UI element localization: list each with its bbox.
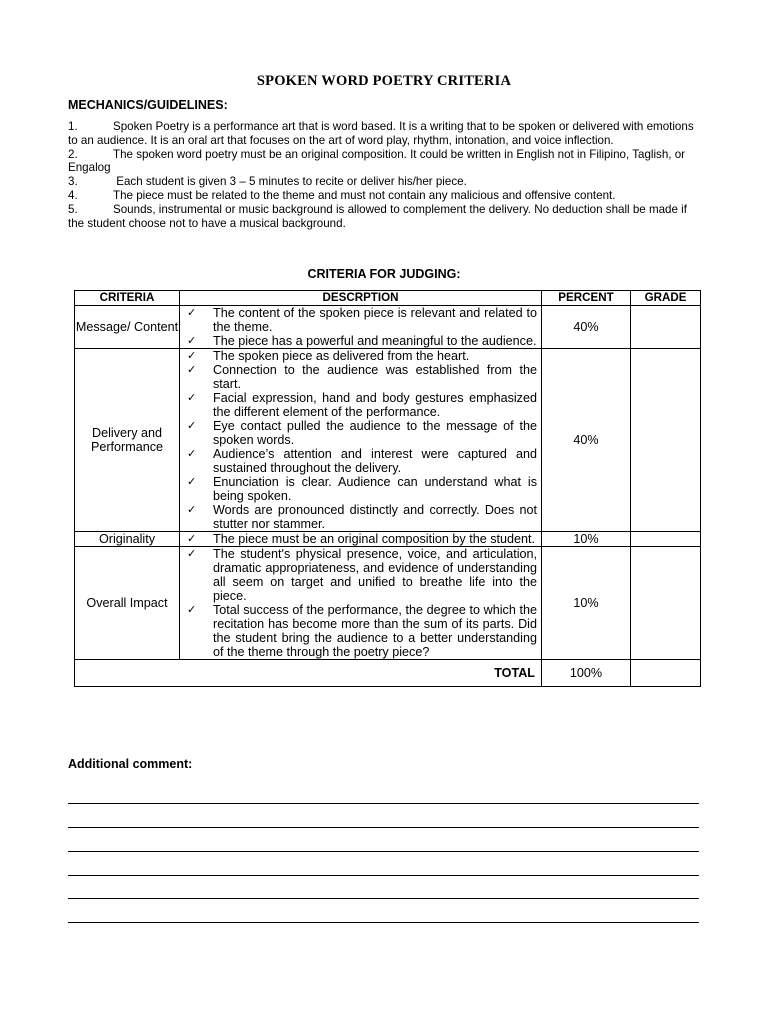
- comment-line[interactable]: [68, 922, 699, 923]
- description-item: [180, 447, 537, 475]
- description-item: [180, 532, 537, 546]
- header-grade: GRADE: [631, 291, 701, 306]
- checkmark-icon: ✓: [187, 306, 197, 319]
- guideline-item: [68, 175, 700, 189]
- guideline-number: 2.: [68, 147, 78, 161]
- additional-comment-label: Additional comment:: [68, 757, 193, 771]
- table-row: [75, 532, 701, 547]
- description-text: Total success of the performance, the degree to which the recitation has become more than the sum of its parts. Did the student bring the audience to a better understanding of the theme through the poetry piece?: [213, 603, 537, 659]
- total-grade-cell[interactable]: [631, 660, 701, 687]
- description-text: The student's physical presence, voice, and articulation, dramatic appropriateness, and evidence of understanding all seem on target and unified to breathe life into the piece.: [213, 547, 537, 603]
- description-item: [180, 547, 537, 603]
- description-item: [180, 334, 537, 348]
- table-row: [75, 349, 701, 532]
- document-title: SPOKEN WORD POETRY CRITERIA: [256, 73, 512, 89]
- checkmark-icon: ✓: [187, 419, 197, 432]
- percent-cell: 40%: [542, 349, 631, 532]
- checkmark-icon: ✓: [187, 349, 197, 362]
- criteria-heading: CRITERIA FOR JUDGING:: [307, 267, 461, 281]
- guideline-number: 5.: [68, 202, 78, 216]
- checkmark-icon: ✓: [187, 334, 197, 347]
- description-list: [180, 532, 541, 546]
- guideline-item: [68, 203, 700, 231]
- description-cell: [180, 349, 542, 532]
- guideline-text: The spoken word poetry must be an original composition. It could be written in English not in Filipino, Taglish, or Engalog: [68, 147, 686, 175]
- description-cell: [180, 306, 542, 349]
- checkmark-icon: ✓: [187, 447, 197, 460]
- description-list: [180, 547, 541, 659]
- comment-line[interactable]: [68, 875, 699, 876]
- percent-cell: 40%: [542, 306, 631, 349]
- checkmark-icon: ✓: [187, 475, 197, 488]
- guideline-item: [68, 148, 700, 176]
- description-text: Eye contact pulled the audience to the message of the spoken words.: [213, 419, 537, 447]
- description-text: Facial expression, hand and body gestures emphasized the different element of the performance.: [213, 391, 537, 419]
- guideline-text: Each student is given 3 – 5 minutes to recite or deliver his/her piece.: [113, 175, 467, 189]
- criteria-cell: Overall Impact: [75, 547, 180, 660]
- description-text: Connection to the audience was established from the start.: [213, 363, 537, 391]
- criteria-cell: Message/ Content: [75, 306, 180, 349]
- description-item: [180, 349, 537, 363]
- guideline-number: 4.: [68, 188, 78, 202]
- description-item: [180, 306, 537, 334]
- guideline-text: The piece must be related to the theme and must not contain any malicious and offensive content.: [113, 188, 616, 202]
- checkmark-icon: ✓: [187, 503, 197, 516]
- criteria-cell: Originality: [75, 532, 180, 547]
- description-cell: [180, 547, 542, 660]
- total-row: [75, 660, 701, 687]
- checkmark-icon: ✓: [187, 603, 197, 616]
- guideline-number: 1.: [68, 120, 78, 133]
- description-item: [180, 419, 537, 447]
- comment-line[interactable]: [68, 803, 699, 804]
- grade-cell[interactable]: [631, 349, 701, 532]
- description-text: Words are pronounced distinctly and correctly. Does not stutter nor stammer.: [213, 503, 537, 531]
- description-text: The spoken piece as delivered from the heart.: [213, 349, 470, 363]
- checkmark-icon: ✓: [187, 391, 197, 404]
- judging-criteria-table: [74, 290, 701, 687]
- total-label: TOTAL: [75, 660, 542, 687]
- description-text: Enunciation is clear. Audience can understand what is being spoken.: [213, 475, 537, 503]
- description-text: The content of the spoken piece is relevant and related to the theme.: [213, 306, 537, 334]
- table-row: [75, 306, 701, 349]
- grade-cell[interactable]: [631, 306, 701, 349]
- description-list: [180, 349, 541, 531]
- description-item: [180, 475, 537, 503]
- table-header-row: [75, 291, 701, 306]
- total-percent: 100%: [542, 660, 631, 687]
- guideline-item: [68, 120, 700, 148]
- guideline-text: Sounds, instrumental or music background is allowed to complement the delivery. No deduction shall be made if the student choose not to have a musical background.: [68, 202, 687, 230]
- comment-line[interactable]: [68, 827, 699, 828]
- table-row: [75, 547, 701, 660]
- checkmark-icon: ✓: [187, 532, 197, 545]
- percent-cell: 10%: [542, 532, 631, 547]
- header-percent: PERCENT: [542, 291, 631, 306]
- percent-cell: 10%: [542, 547, 631, 660]
- mechanics-heading: MECHANICS/GUIDELINES:: [68, 98, 228, 112]
- grade-cell[interactable]: [631, 547, 701, 660]
- checkmark-icon: ✓: [187, 363, 197, 376]
- description-cell: [180, 532, 542, 547]
- criteria-cell: Delivery and Performance: [75, 349, 180, 532]
- description-item: [180, 363, 537, 391]
- description-text: The piece must be an original composition by the student.: [213, 532, 536, 546]
- comment-line[interactable]: [68, 898, 699, 899]
- guideline-item: [68, 189, 700, 203]
- header-description: DESCRPTION: [180, 291, 542, 306]
- guideline-text: Spoken Poetry is a performance art that is word based. It is a writing that to be spoken or delivered with emotions to an audience. It is an oral art that focuses on the art of word play, rhythm, intonation, and voice inflection.: [68, 120, 694, 147]
- description-item: [180, 391, 537, 419]
- comment-line[interactable]: [68, 851, 699, 852]
- guideline-number: 3.: [68, 175, 78, 189]
- description-list: [180, 306, 541, 348]
- description-text: The piece has a powerful and meaningful to the audience.: [213, 334, 537, 348]
- table-body: [75, 306, 701, 660]
- description-item: [180, 603, 537, 659]
- description-text: Audience’s attention and interest were captured and sustained throughout the delivery.: [213, 447, 537, 475]
- guidelines-list: [68, 120, 700, 230]
- header-criteria: CRITERIA: [75, 291, 180, 306]
- grade-cell[interactable]: [631, 532, 701, 547]
- checkmark-icon: ✓: [187, 547, 197, 560]
- description-item: [180, 503, 537, 531]
